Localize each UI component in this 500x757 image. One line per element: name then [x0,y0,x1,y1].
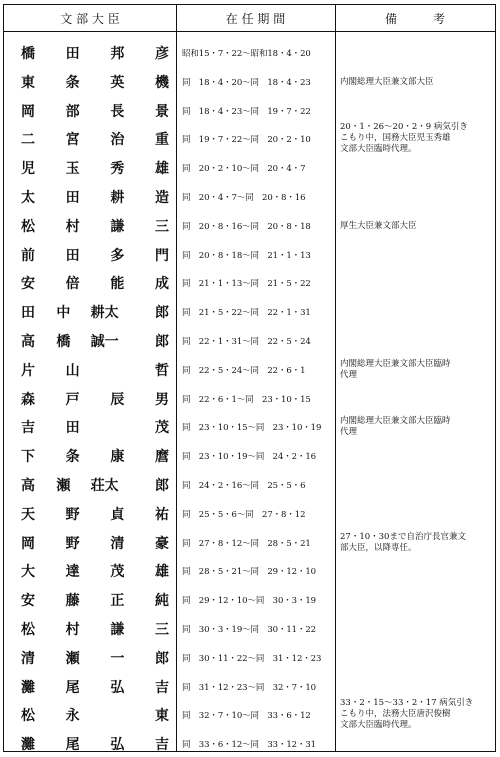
term-period: 同 20・8・16〜同 20・8・18 [182,221,311,232]
name-character: 景 [154,103,169,120]
header-remarks: 備 考 [384,11,445,26]
name-character: 岡 [21,535,35,552]
table-row [4,645,495,671]
name-character: 三 [154,622,169,638]
name-character: 能 [110,276,125,293]
name-character: 松 [21,218,35,235]
name-character: 野 [65,535,80,552]
name-character: 雄 [154,161,169,178]
term-period: 同 20・4・7〜同 20・8・16 [182,193,306,203]
header-term: 在 任 期 間 [225,11,286,26]
minister-name [20,558,170,584]
minister-name [20,213,170,239]
table-row [4,386,495,412]
name-character: 玉 [65,161,80,178]
name-character: 下 [21,449,35,466]
name-character: 村 [65,218,80,235]
name-character: 片 [21,362,35,379]
name-character: 謙 [110,218,125,235]
name-character: 部 [65,103,80,120]
name-character: 秀 [110,161,125,178]
term-period: 同 33・6・12〜同 33・12・31 [182,740,316,751]
table-row [4,616,495,642]
name-character: 田 [65,247,80,264]
minister-name [20,242,170,268]
table-row [4,299,495,325]
minister-name [20,702,170,728]
term-period: 同 19・7・22〜同 20・2・10 [182,135,311,146]
minister-name [20,530,170,556]
minister-name [20,98,170,124]
table-row [4,501,495,527]
name-character: 東 [154,708,169,725]
name-character: 野 [65,506,80,523]
term-period: 同 21・5・22〜同 22・1・31 [182,308,311,319]
name-character: 田 [21,305,35,322]
name-character: 長 [110,103,125,120]
term-period: 同 30・3・19〜同 30・11・22 [182,625,316,635]
term-period: 同 22・5・24〜同 22・6・1 [182,365,306,376]
name-character: 麿 [154,449,169,466]
table-row [4,328,495,354]
minister-name [20,155,170,181]
term-period: 同 32・7・10〜同 33・6・12 [182,711,311,722]
header-minister: 文 部 大 臣 [60,11,120,26]
name-character: 英 [110,74,125,91]
table-row [4,731,495,757]
name-character: 誠一 [90,334,119,350]
name-character: 天 [21,506,35,523]
term-period: 同 29・12・10〜同 30・3・19 [182,596,316,607]
table-row [4,443,495,469]
name-character: 田 [65,46,80,62]
name-character: 二 [21,132,35,149]
name-character: 純 [154,593,169,610]
minister-name [20,472,170,498]
name-character: 康 [110,449,125,466]
table-row [4,270,495,296]
name-character: 藤 [65,593,80,610]
minister-name [20,299,170,325]
name-character: 田 [65,190,80,206]
name-character: 邦 [110,46,125,62]
name-character: 東 [21,74,35,91]
term-period: 同 21・1・13〜同 21・5・22 [182,279,311,290]
remark-note: 20・1・26〜20・2・9 病気引き こもり中，国務大臣児玉秀雄 文部大臣臨時代理。 [340,122,468,155]
remark-note: 27・10・30まで自治庁長官兼文 部大臣，以降専任。 [340,531,466,553]
name-character: 倍 [65,276,80,293]
name-character: 豪 [154,535,169,552]
minister-name [20,328,170,354]
minister-name [20,501,170,527]
name-character: 灘 [21,679,35,696]
name-character: 松 [21,622,35,638]
name-character: 安 [21,593,35,610]
name-character: 吉 [154,737,169,754]
term-period: 同 30・11・22〜同 31・12・23 [182,653,322,664]
table-row [4,184,495,210]
name-character: 三 [154,218,169,235]
term-period: 同 31・12・23〜同 32・7・10 [182,682,316,693]
minister-name [20,616,170,642]
name-character: 弘 [110,737,125,754]
name-character: 正 [110,593,125,610]
name-character: 郎 [154,334,169,350]
name-character: 児 [21,161,35,178]
remark-note: 内閣総理大臣兼文部大臣臨時 代理 [340,358,451,380]
name-character: 橋 [21,46,35,62]
name-character: 橋 [56,334,71,350]
term-period: 同 24・2・16〜同 25・5・6 [182,481,306,491]
name-character: 治 [110,132,125,149]
minister-name [20,270,170,296]
minister-name [20,126,170,152]
name-character: 郎 [154,478,169,494]
name-character: 成 [154,276,169,293]
name-character: 大 [21,564,35,581]
name-character: 前 [21,247,35,264]
name-character: 辰 [110,391,125,408]
name-character: 岡 [21,103,35,120]
name-character: 達 [65,564,80,581]
name-character: 永 [65,708,80,725]
name-character: 松 [21,708,35,725]
name-character: 清 [110,535,125,552]
ministers-table [3,4,496,752]
name-character: 郎 [154,650,169,667]
term-period: 同 23・10・19〜同 24・2・16 [182,452,316,463]
minister-name [20,184,170,210]
name-character: 灘 [21,737,35,754]
name-character: 清 [21,650,35,667]
name-character: 茂 [154,420,169,437]
term-period: 同 28・5・21〜同 29・12・10 [182,567,316,578]
name-character: 吉 [154,679,169,696]
name-character: 耕太 [90,305,119,322]
name-character: 門 [154,247,169,264]
name-character: 謙 [110,622,125,638]
term-period: 同 18・4・23〜同 19・7・22 [182,106,311,117]
name-character: 条 [65,449,80,466]
name-character: 宮 [65,132,80,149]
name-character: 瀬 [65,650,80,667]
name-character: 太 [21,190,35,206]
table-row [4,242,495,268]
minister-name [20,443,170,469]
minister-name [20,674,170,700]
name-character: 安 [21,276,35,293]
remark-note: 厚生大臣兼文部大臣 [340,220,417,231]
name-character: 造 [154,190,169,206]
name-character: 貞 [110,506,125,523]
term-period: 同 22・1・31〜同 22・5・24 [182,337,311,347]
term-period: 同 27・8・12〜同 28・5・21 [182,538,311,549]
minister-name [20,386,170,412]
name-character: 一 [110,650,125,667]
minister-name [20,40,170,66]
remark-note: 内閣総理大臣兼文部大臣 [340,76,434,87]
name-character: 荘太 [90,478,119,494]
remark-note: 内閣総理大臣兼文部大臣臨時 代理 [340,416,451,438]
name-character: 条 [65,74,80,91]
name-character: 彦 [154,46,169,62]
name-character: 山 [65,362,80,379]
minister-name [20,69,170,95]
name-character: 重 [154,132,169,149]
name-character: 高 [21,478,35,494]
name-character: 男 [154,391,169,408]
name-character: 茂 [110,564,125,581]
name-character: 高 [21,334,35,350]
name-character: 耕 [110,190,125,206]
term-period: 同 20・2・10〜同 20・4・7 [182,164,306,175]
minister-name [20,357,170,383]
name-character: 祐 [154,506,169,523]
term-period: 同 25・5・6〜同 27・8・12 [182,509,306,520]
table-row [4,40,495,66]
minister-name [20,645,170,671]
term-period: 同 22・6・1〜同 23・10・15 [182,394,311,405]
name-character: 弘 [110,679,125,696]
term-period: 昭和15・7・22〜昭和18・4・20 [182,49,311,59]
name-character: 尾 [65,679,80,696]
table-row [4,558,495,584]
table-row [4,674,495,700]
name-character: 多 [110,247,125,264]
name-character: 田 [65,420,80,437]
name-character: 哲 [154,362,169,379]
name-character: 尾 [65,737,80,754]
name-character: 郎 [154,305,169,322]
name-character: 戸 [65,391,80,408]
term-period: 同 20・8・18〜同 21・1・13 [182,250,311,261]
minister-name [20,731,170,757]
remark-note: 33・2・15〜33・2・17 病気引き こもり中，法務大臣唐沢俊樹 文部大臣臨時代理。 [340,698,474,731]
table-row [4,472,495,498]
name-character: 村 [65,622,80,638]
table-row [4,155,495,181]
term-period: 同 23・10・15〜同 23・10・19 [182,423,322,434]
minister-name [20,587,170,613]
minister-name [20,414,170,440]
name-character: 中 [56,305,71,322]
table-row [4,98,495,124]
name-character: 機 [154,74,169,91]
name-character: 吉 [21,420,35,437]
name-character: 雄 [154,564,169,581]
name-character: 瀬 [56,478,71,494]
term-period: 同 18・4・20〜同 18・4・23 [182,77,311,88]
name-character: 森 [21,391,35,408]
table-row [4,587,495,613]
header-rule [4,31,495,32]
